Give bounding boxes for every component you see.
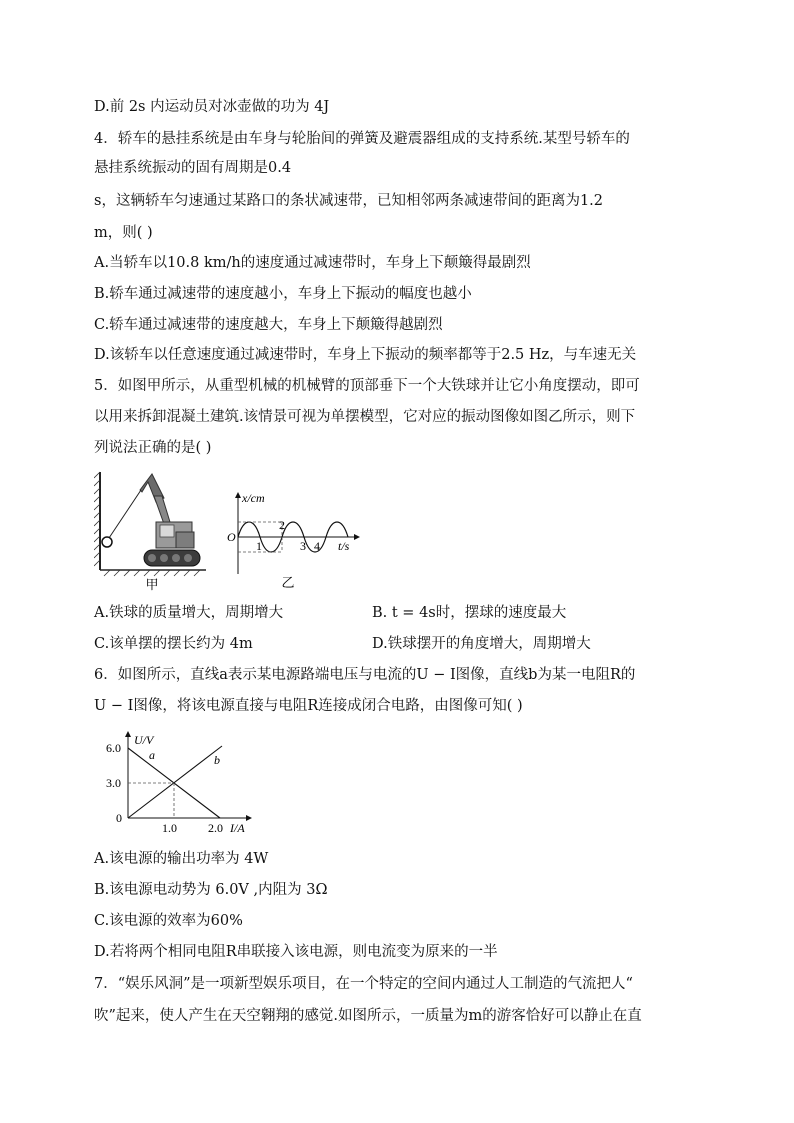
excavator bbox=[140, 474, 200, 566]
q6-stem-line1: 6．如图所示，直线a表示某电源路端电压与电流的U − I图像，直线b为某一电阻R的 bbox=[94, 667, 636, 683]
q5-option-a: A.铁球的质量增大，周期增大 bbox=[94, 605, 284, 621]
q4-stem-line4: m，则( ) bbox=[94, 225, 153, 241]
origin-label: O bbox=[227, 530, 236, 544]
origin-0: 0 bbox=[116, 811, 122, 825]
i-axis-label: I/A bbox=[230, 821, 245, 835]
q6-option-b: B.该电源电动势为 6.0V ,内阻为 3Ω bbox=[94, 882, 328, 898]
line-b-label: b bbox=[214, 753, 220, 767]
q7-stem-line2: 吹”起来，使人产生在天空翱翔的感觉.如图所示，一质量为m的游客恰好可以静止在直 bbox=[94, 1008, 642, 1024]
q4-option-d: D.该轿车以任意速度通过减速带时，车身上下振动的频率都等于2.5 Hz，与车速无关 bbox=[94, 347, 637, 363]
i-axis-arrow bbox=[246, 815, 252, 821]
pendulum-rope bbox=[109, 490, 141, 538]
q5-option-b: B. t = 4s时，摆球的速度最大 bbox=[372, 605, 567, 621]
q4-option-b: B.轿车通过减速带的速度越小，车身上下振动的幅度也越小 bbox=[94, 286, 472, 302]
tick-2: 2 bbox=[279, 518, 285, 532]
q4-stem-line3: s，这辆轿车匀速通过某路口的条状减速带，已知相邻两条减速带间的距离为1.2 bbox=[94, 193, 603, 209]
q4-option-a: A.当轿车以10.8 km/h的速度通过减速带时，车身上下颠簸得最剧烈 bbox=[94, 255, 531, 271]
tick-3: 3 bbox=[300, 539, 306, 553]
x-axis-label: x/cm bbox=[242, 491, 265, 505]
ground bbox=[100, 570, 206, 576]
q5-stem-line2: 以用来拆卸混凝土建筑.该情景可视为单摆模型，它对应的振动图像如图乙所示，则下 bbox=[94, 409, 636, 425]
q7-stem-line1: 7．“娱乐风洞”是一项新型娱乐项目，在一个特定的空间内通过人工制造的气流把人“ bbox=[94, 976, 633, 992]
u-axis-label: U/V bbox=[134, 733, 154, 747]
q4-option-c: C.轿车通过减速带的速度越大，车身上下颠簸得越剧烈 bbox=[94, 317, 443, 333]
wall bbox=[94, 472, 100, 570]
q5-stem-line1: 5．如图甲所示，从重型机械的机械臂的顶部垂下一个大铁球并让它小角度摆动，即可 bbox=[94, 378, 640, 394]
u-tick-6: 6.0 bbox=[106, 741, 121, 755]
q6-stem-line2: U − I图像，将该电源直接与电阻R连接成闭合电路，由图像可知( ) bbox=[94, 698, 523, 714]
caption-yi: 乙 bbox=[281, 575, 295, 590]
u-axis-arrow bbox=[125, 731, 131, 737]
q5-option-c: C.该单摆的摆长约为 4m bbox=[94, 636, 253, 652]
q6-option-c: C.该电源的效率为60% bbox=[94, 913, 243, 929]
tick-4: 4 bbox=[314, 539, 320, 553]
line-a-label: a bbox=[149, 748, 155, 762]
i-tick-1: 1.0 bbox=[162, 821, 177, 835]
t-axis-label: t/s bbox=[338, 539, 350, 553]
caption-jia: 甲 bbox=[145, 577, 159, 592]
u-tick-3: 3.0 bbox=[106, 776, 121, 790]
x-axis-arrow bbox=[235, 492, 241, 498]
pendulum-ball bbox=[102, 537, 112, 547]
tick-1: 1 bbox=[256, 539, 262, 553]
q3-option-d: D.前 2s 内运动员对冰壶做的功为 4J bbox=[94, 99, 330, 115]
i-tick-2: 2.0 bbox=[208, 821, 223, 835]
q5-stem-line3: 列说法正确的是( ) bbox=[94, 440, 212, 456]
q6-option-a: A.该电源的输出功率为 4W bbox=[94, 851, 269, 867]
figure-5-yi bbox=[224, 488, 364, 592]
q6-option-d: D.若将两个相同电阻R串联接入该电源，则电流变为原来的一半 bbox=[94, 944, 498, 960]
figure-6-ui-graph bbox=[100, 728, 260, 838]
figure-5-jia bbox=[94, 470, 212, 592]
q4-stem-line1: 4．轿车的悬挂系统是由车身与轮胎间的弹簧及避震器组成的支持系统.某型号轿车的 bbox=[94, 131, 630, 147]
line-b bbox=[128, 746, 222, 818]
q5-option-d: D.铁球摆开的角度增大，周期增大 bbox=[372, 636, 591, 652]
t-axis-arrow bbox=[354, 534, 360, 540]
q4-stem-line2: 悬挂系统振动的固有周期是0.4 bbox=[94, 160, 292, 176]
